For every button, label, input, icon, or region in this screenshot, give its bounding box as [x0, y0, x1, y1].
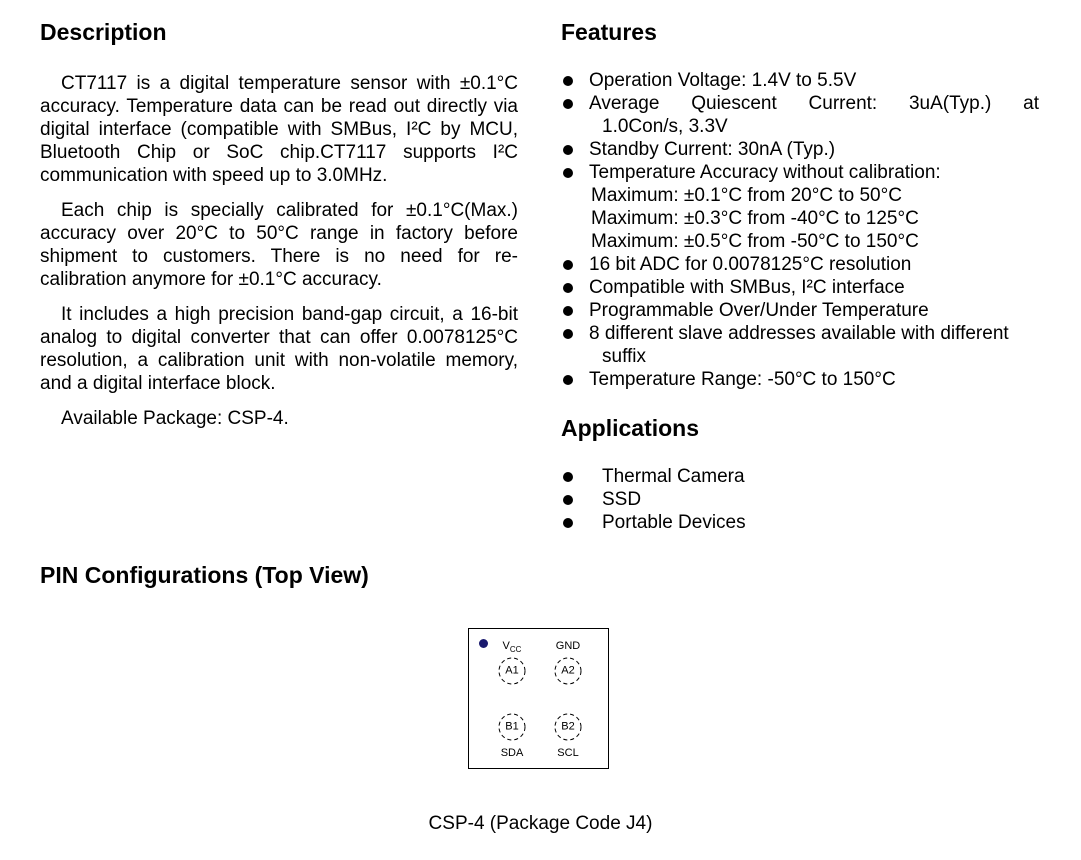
application-text: Thermal Camera: [602, 466, 745, 487]
application-item: [561, 511, 746, 534]
feature-text: Average Quiescent Current: 3uA(Typ.) at: [589, 93, 1039, 114]
pin-ball: [554, 713, 583, 742]
bullet-icon: [563, 472, 573, 482]
package-diagram: [468, 628, 609, 769]
pin-ball: [498, 657, 527, 686]
feature-item: [561, 368, 1039, 391]
bullet-icon: [563, 375, 573, 385]
pin-signal-label: SCL: [557, 747, 579, 759]
bullet-icon: [563, 518, 573, 528]
feature-item: [561, 276, 1039, 299]
feature-subline: Maximum: ±0.1°C from 20°C to 50°C: [591, 185, 902, 206]
description-paragraph: CT7117 is a digital temperature sensor with ±0.1°C accuracy. Temperature data can be read out directly via digital interface (compatible with SMBus, I²C by MCU, Bluetooth Chip or SoC chip.CT7117 supports I²C communication with speed up to 3.0MHz.: [40, 73, 518, 186]
feature-text: 8 different slave addresses available with different: [589, 323, 1009, 344]
pin-id: B1: [505, 720, 519, 733]
bullet-icon: [563, 76, 573, 86]
feature-text: Compatible with SMBus, I²C interface: [589, 277, 905, 298]
bullet-icon: [563, 329, 573, 339]
bullet-icon: [563, 283, 573, 293]
pin-id: B2: [561, 720, 575, 733]
feature-item: [561, 138, 1039, 161]
bullet-icon: [563, 495, 573, 505]
pin-config-heading: PIN Configurations (Top View): [40, 562, 369, 588]
application-text: Portable Devices: [602, 512, 746, 533]
description-body: [40, 72, 518, 442]
feature-text: Temperature Range: -50°C to 150°C: [589, 369, 896, 390]
feature-text: Operation Voltage: 1.4V to 5.5V: [589, 70, 857, 91]
feature-item: [561, 69, 1039, 92]
application-item: [561, 465, 746, 488]
feature-item: [561, 92, 1039, 138]
pin1-marker-icon: [479, 639, 488, 648]
pin-signal-label: GND: [555, 640, 581, 652]
bullet-icon: [563, 168, 573, 178]
feature-text: 16 bit ADC for 0.0078125°C resolution: [589, 254, 912, 275]
feature-item: [561, 253, 1039, 276]
feature-subline: Maximum: ±0.5°C from -50°C to 150°C: [591, 231, 919, 252]
feature-item: [561, 161, 1039, 253]
pin-id: A1: [505, 664, 519, 677]
pin-id: A2: [561, 664, 575, 677]
application-text: SSD: [602, 489, 642, 510]
description-paragraph: Available Package: CSP-4.: [61, 408, 289, 429]
feature-subline: Maximum: ±0.3°C from -40°C to 125°C: [591, 208, 919, 229]
feature-text: Programmable Over/Under Temperature: [589, 300, 929, 321]
applications-heading: Applications: [561, 415, 700, 441]
applications-list: [561, 465, 746, 534]
bullet-icon: [563, 306, 573, 316]
features-list: [561, 69, 1039, 391]
feature-continuation: 1.0Con/s, 3.3V: [602, 116, 728, 137]
bullet-icon: [563, 145, 573, 155]
feature-item: [561, 299, 1039, 322]
feature-item: [561, 322, 1039, 368]
description-heading: Description: [40, 19, 167, 45]
pin-signal-label: SDA: [500, 747, 524, 759]
feature-continuation: suffix: [602, 346, 647, 367]
package-caption: CSP-4 (Package Code J4): [428, 813, 653, 834]
pin-signal-label: $V_{CC}$: [502, 640, 522, 655]
bullet-icon: [563, 260, 573, 270]
description-paragraph: Each chip is specially calibrated for ±0.1°C(Max.) accuracy over 20°C to 50°C range in factory before shipment to customers. There is no need for re-calibration anymore for ±0.1°C accuracy.: [40, 200, 518, 290]
pin-ball: [554, 657, 583, 686]
feature-text: Standby Current: 30nA (Typ.): [589, 139, 836, 160]
pin-ball: [498, 713, 527, 742]
application-item: [561, 488, 746, 511]
features-heading: Features: [561, 19, 657, 45]
description-paragraph: It includes a high precision band-gap circuit, a 16-bit analog to digital converter that can offer 0.0078125°C resolution, a calibration unit with non-volatile memory, and a digital interface block.: [40, 304, 518, 394]
bullet-icon: [563, 99, 573, 109]
feature-text: Temperature Accuracy without calibration:: [589, 162, 941, 183]
